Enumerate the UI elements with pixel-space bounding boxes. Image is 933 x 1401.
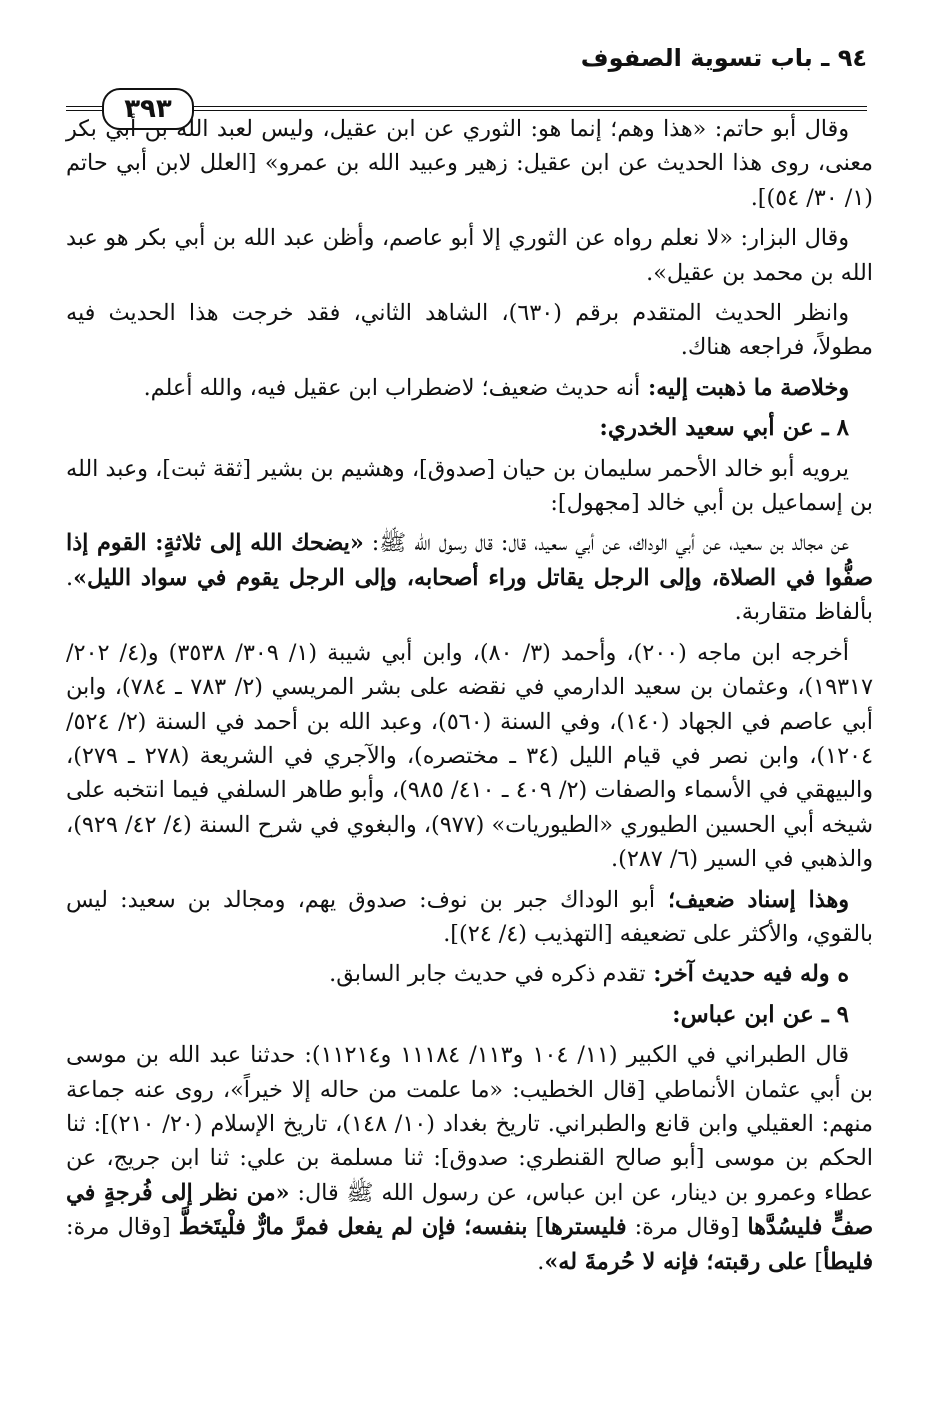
bold-text-segment: فليسترها [544, 1214, 627, 1241]
header-rule [66, 74, 867, 124]
bold-text-segment: «من نظر إلى فُرجةٍ في صفٍّ فليسُدَّها [66, 1179, 874, 1241]
bold-text-segment: ٩ ـ عن ابن عباس: [672, 1000, 849, 1028]
text-segment: أخرجه ابن ماجه (٢٠٠)، وأحمد (٣/ ٨٠)، وابن أبي شيبة (١/ ٣٠٩/ ٣٥٣٨) و(٤/ ٢٠٢/ ١٩٣١٧)، وعثمان بن سعيد الدارمي في نقضه على بشر المريسي (٢/ ٧٨٣ ـ ٧٨٤)، وابن أبي عاصم في الجهاد (١٤٠)، وفي السنة (٥٦٠)، وعبد الله بن أحمد في السنة (٢/ ٥٢٤/ ١٢٠٤)، وابن نصر في قيام الليل (٣٤ ـ مختصره)، والآجري في الشريعة (٢٧٨ ـ ٢٧٩)، والبيهقي في الأسماء والصفات (٢/ ٤٠٩ ـ ٤١٠/ ٩٨٥)، وأبو طاهر السلفي فيما انتخبه على شيخه أبي الحسين الطيوري «الطيوريات» (٩٧٧)، والبغوي في شرح السنة (٤/ ٤٢/ ٩٢٩)، والذهبي في السير (٦/ ٢٨٧). [66, 639, 873, 873]
paragraph [66, 1038, 873, 1279]
text-segment: وانظر الحديث المتقدم برقم (٦٣٠)، الشاهد الثاني، فقد خرجت هذا الحديث فيه مطولاً، فراجعه هناك. [66, 300, 873, 361]
text-segment: ] [807, 1248, 824, 1275]
paragraph [66, 957, 873, 991]
chapter-title: ٩٤ ـ باب تسوية الصفوف [580, 44, 867, 72]
text-segment: وقال البزار: «لا نعلم رواه عن الثوري إلا أبو عاصم، وأظن عبد الله بن أبي بكر هو عبد الله بن محمد بن عقيل». [66, 225, 873, 286]
section-heading [66, 411, 873, 445]
text-segment: . [537, 1248, 545, 1275]
bold-text-segment: بنفسه؛ فإن لم يفعل فمرَّ مارٌّ فلْيتَخطَّ [178, 1214, 528, 1241]
paragraph [66, 883, 873, 952]
page-number: ٣٩٣ [102, 88, 194, 130]
text-segment: ] [527, 1214, 545, 1241]
text-segment: تقدم ذكره في حديث جابر السابق. [329, 961, 646, 988]
paragraph [66, 112, 873, 215]
text-segment: يرويه أبو خالد الأحمر سليمان بن حيان [صدوق]، وهشيم بن بشير [ثقة ثبت]، وعبد الله بن إسماعيل بن أبي خالد [مجهول]: [66, 455, 873, 517]
section-heading [66, 998, 873, 1032]
bold-text-segment: فليطأ [823, 1248, 873, 1275]
paragraph [66, 371, 873, 405]
bold-text-segment: ٨ ـ عن أبي سعيد الخدري: [599, 414, 849, 442]
text-segment: وقال أبو حاتم: «هذا وهم؛ إنما هو: الثوري عن ابن عقيل، وليس لعبد الله بن أبي بكر معنى، روى هذا الحديث عن ابن عقيل: زهير وعبيد الله بن عمرو» [العلل لابن أبي حاتم (١/ ٣٠/ ٥٤)]. [66, 116, 873, 211]
bold-text-segment: وخلاصة ما ذهبت إليه: [640, 374, 849, 401]
text-segment: عن مجالد بن سعيد، عن أبي الوداك، عن أبي سعيد، قال: قال رسول الله ﷺ: [363, 530, 849, 557]
bold-text-segment: وهذا إسناد ضعيف؛ [655, 886, 849, 913]
paragraph [66, 221, 873, 290]
text-segment: [وقال مرة: [626, 1214, 748, 1241]
paragraph [66, 636, 873, 877]
text-segment: أنه حديث ضعيف؛ لاضطراب ابن عقيل فيه، والله أعلم. [143, 374, 641, 401]
paragraph [66, 526, 873, 629]
text-segment: أبو الوداك جبر بن نوف: صدوق يهم، ومجالد بن سعيد: ليس بالقوي، والأكثر على تضعيفه [التهذيب (٤/ ٢٤)]. [66, 886, 873, 947]
bold-text-segment: «يضحك الله إلى ثلاثةٍ: القوم إذا صفُّوا في الصلاة، وإلى الرجل يقاتل وراء أصحابه، وإلى الرجل يقوم في سواد الليل» [66, 530, 873, 591]
text-segment: [وقال مرة: [66, 1214, 179, 1241]
paragraph [66, 296, 873, 365]
body-text [66, 112, 873, 1285]
bold-text-segment: ه وله فيه حديث آخر: [645, 961, 849, 988]
paragraph [66, 452, 873, 521]
text-segment: . بألفاظ متقاربة. [66, 564, 873, 626]
text-segment: قال الطبراني في الكبير (١١/ ١٠٤ و١١٣/ ١١١٨٤ و١١٢١٤): حدثنا عبد الله بن موسى بن أبي عثمان الأنماطي [قال الخطيب: «ما علمت من حاله إلا خيراً»، روى عنه جماعة منهم: العقيلي وابن قانع والطبراني. تاريخ بغداد (١٠/ ١٤٨)، تاريخ الإسلام (٢٠/ ٢١٠)]: ثنا الحكم بن موسى [أبو صالح القنطري: صدوق]: ثنا مسلمة بن علي: ثنا ابن جريج، عن عطاء وعمرو بن دينار، عن ابن عباس، عن رسول الله ﷺ قال: [66, 1042, 873, 1206]
page-header [66, 38, 867, 124]
bold-text-segment: على رقبته؛ فإنه لا حُرمةَ له» [544, 1248, 808, 1275]
